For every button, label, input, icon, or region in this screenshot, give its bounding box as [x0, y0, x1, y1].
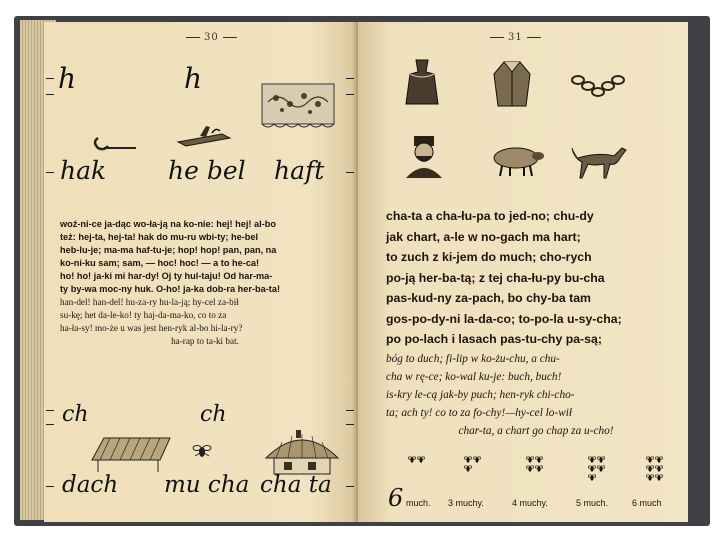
fly-illustration	[192, 442, 212, 460]
small-fly-icon	[535, 456, 543, 463]
chain-illustration	[570, 70, 626, 106]
embroidery-illustration	[260, 82, 336, 132]
small-fly-icon	[597, 465, 605, 472]
count-label: 5 much.	[576, 498, 609, 508]
small-fly-icon	[417, 456, 425, 463]
prose-line: po-ją her-ba-tą; z tej cha-łu-py bu-cha	[386, 270, 605, 285]
small-fly-icon	[526, 465, 534, 472]
count-big-digit: 6	[388, 484, 404, 512]
letter-h-upper: h	[58, 62, 77, 95]
count-label: 3 muchy.	[448, 498, 484, 508]
small-fly-icon	[588, 465, 596, 472]
word-hebel: he bel	[168, 156, 246, 185]
greyhound-illustration	[570, 140, 628, 180]
word-dach: dach	[62, 472, 119, 498]
prose-line: ha-ła-sy! mo-że u was jest hen-ryk al-bo hi-la-ry?	[60, 323, 243, 333]
small-fly-icon	[464, 456, 472, 463]
hook-illustration	[92, 130, 138, 158]
small-fly-icon	[408, 456, 416, 463]
right-page-number: 31	[486, 32, 545, 43]
prose-line: cha-ta a cha-łu-pa to jed-no; chu-dy	[386, 209, 594, 223]
plane-illustration	[174, 120, 234, 152]
prose-line: heb-lu-je; ma-ma haf-tu-je; hop! hop! pan, pan, na	[60, 245, 277, 255]
fly-counting-row	[388, 454, 683, 514]
prose-line: to zuch z ki-jem do much; cho-rych	[386, 250, 592, 264]
sheep-illustration	[486, 144, 546, 178]
fur-coat-illustration	[492, 60, 532, 110]
prose-line: jak chart, a-le w no-gach ma hart;	[386, 229, 581, 244]
word-chata: cha ta	[260, 472, 332, 498]
italic-line: bóg to duch; fi-lip w ko-żu-chu, a chu-	[386, 352, 560, 365]
italic-line: cha w rę-ce; ko-wal ku-je: buch, buch!	[386, 370, 562, 383]
prose-line: han-del! han-del! hu-za-ry hu-la-ją; hy-cel za-bił	[60, 297, 239, 307]
italic-line: is-kry le-cą jak-by puch; hen-ryk chi-cho-	[386, 388, 575, 401]
italic-line: char-ta, a chart go chap za u-cho!	[458, 424, 614, 437]
small-fly-icon	[655, 456, 663, 463]
line-marker	[46, 410, 54, 411]
count-label: 6 much	[632, 498, 662, 508]
small-fly-icon	[655, 465, 663, 472]
small-fly-icon	[655, 474, 663, 481]
prose-line: po po-lach i lasach pas-tu-chy pa-są;	[386, 332, 602, 346]
prose-line: ha-rap to ta-ki bat.	[171, 336, 239, 346]
small-fly-icon	[646, 465, 654, 472]
word-haft: haft	[274, 156, 325, 185]
roof-illustration	[90, 436, 174, 474]
small-fly-icon	[473, 456, 481, 463]
small-fly-icon	[588, 474, 596, 481]
count-label: 4 muchy.	[512, 498, 548, 508]
small-fly-icon	[597, 456, 605, 463]
small-fly-icon	[526, 456, 534, 463]
prose-line: pas-kud-ny za-pach, bo chy-ba tam	[386, 291, 591, 305]
count-label: much.	[406, 498, 431, 508]
line-marker	[46, 486, 54, 487]
prose-line: ty by-wa moc-ny huk. O-ho! ja-ka dob-ra her-ba-ta!	[60, 284, 281, 294]
small-fly-icon	[464, 465, 472, 472]
left-page-number: 30	[182, 32, 241, 43]
small-fly-icon	[646, 456, 654, 463]
left-page	[44, 22, 358, 522]
letter-h-lower: h	[184, 62, 203, 95]
prose-line: też: hej-ta, hej-ta! hak do mu-ru wbi-ty; he-bel	[60, 232, 259, 242]
prose-line: su-kę; het da-le-ko! ty haj-da-ma-ko, co to za	[60, 310, 227, 320]
word-hak: hak	[60, 156, 107, 185]
line-marker	[46, 172, 54, 173]
prose-line: gos-po-dy-ni la-da-co; to-po-la u-sy-cha;	[386, 311, 622, 326]
left-prose	[60, 218, 350, 348]
right-page	[358, 22, 688, 522]
prose-line: woź-ni-ce ja-dąc wo-ła-ją na ko-nie: hej! hej! al-bo	[60, 219, 276, 229]
small-fly-icon	[646, 474, 654, 481]
small-fly-icon	[588, 456, 596, 463]
italic-line: ta; ach ty! co to za fo-chy!—hy-cel lo-wił	[386, 406, 573, 419]
word-mucha: mu cha	[164, 472, 250, 498]
prose-line: ho! ho! ja-ki mi har-dy! Oj ty hul-taju! Od har-ma-	[60, 271, 273, 281]
man-portrait-illustration	[402, 134, 446, 178]
apron-illustration	[402, 58, 442, 108]
right-prose	[386, 206, 686, 440]
line-marker	[46, 424, 54, 425]
prose-line: ko-ni-ku sam; sam, — hoc! hoc! — a to he-ca!	[60, 258, 260, 268]
line-marker	[46, 94, 54, 95]
line-marker	[46, 78, 54, 79]
small-fly-icon	[535, 465, 543, 472]
letter-ch-lower: ch	[200, 402, 227, 427]
cottage-illustration	[262, 428, 342, 478]
letter-ch-upper: ch	[62, 402, 89, 427]
